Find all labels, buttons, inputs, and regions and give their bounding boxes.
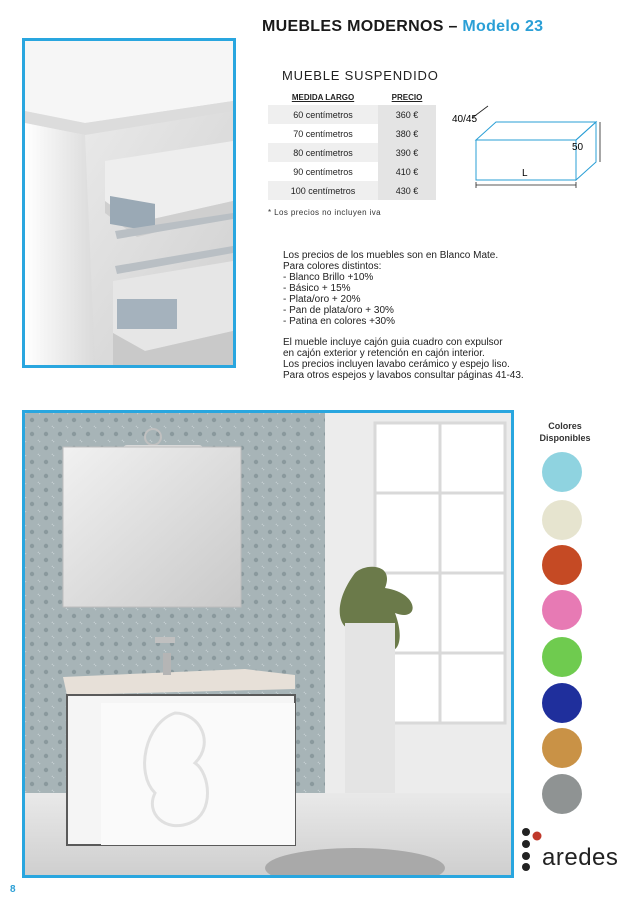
color-swatch-green <box>542 637 582 677</box>
table-row <box>268 124 436 143</box>
color-swatch-gray <box>542 774 582 814</box>
price-cell: 360 € <box>378 105 436 124</box>
color-swatch-pink <box>542 590 582 630</box>
table-row <box>268 143 436 162</box>
title-model: Modelo 23 <box>462 18 544 35</box>
price-cell: 380 € <box>378 124 436 143</box>
info-line: - Pan de plata/oro + 30% <box>283 305 394 316</box>
page-number: 8 <box>10 884 16 895</box>
header-price: PRECIO <box>378 90 436 105</box>
drawer-illustration <box>25 41 233 365</box>
table-row <box>268 162 436 181</box>
info-line: - Básico + 15% <box>283 283 351 294</box>
color-swatch-light-blue <box>542 452 582 492</box>
bathroom-illustration <box>25 413 511 875</box>
price-cell: 410 € <box>378 162 436 181</box>
info-line: - Blanco Brillo +10% <box>283 272 374 283</box>
dimension-diagram <box>448 100 608 190</box>
info-line: en cajón exterior y retención en cajón interior. <box>283 348 485 359</box>
size-cell: 90 centímetros <box>268 162 378 181</box>
title-main: MUEBLES MODERNOS <box>262 18 444 35</box>
colors-title-line: Colores <box>548 421 582 431</box>
info-line: Para colores distintos: <box>283 261 382 272</box>
colors-title <box>524 420 606 444</box>
table-row <box>268 181 436 200</box>
drawer-photo <box>22 38 236 368</box>
color-swatch-orange <box>542 545 582 585</box>
color-swatch-blue <box>542 683 582 723</box>
size-cell: 100 centímetros <box>268 181 378 200</box>
price-cell: 390 € <box>378 143 436 162</box>
tax-note: * Los precios no incluyen iva <box>268 208 381 217</box>
size-cell: 80 centímetros <box>268 143 378 162</box>
size-cell: 70 centímetros <box>268 124 378 143</box>
page-title <box>262 18 543 36</box>
mirror <box>63 447 241 607</box>
length-label: L <box>522 168 528 179</box>
title-dash: – <box>448 18 458 35</box>
info-line: - Plata/oro + 20% <box>283 294 361 305</box>
section-title: MUEBLE SUSPENDIDO <box>282 68 439 83</box>
info-line: Los precios incluyen lavabo cerámico y espejo liso. <box>283 359 510 370</box>
price-table-header <box>268 90 436 105</box>
info-line: Los precios de los muebles son en Blanco Mate. <box>283 250 499 261</box>
height-label: 50 <box>572 142 584 153</box>
brand-name: aredes <box>542 844 619 871</box>
info-line: - Patina en colores +30% <box>283 316 396 327</box>
info-line: El mueble incluye cajón guia cuadro con expulsor <box>283 337 503 348</box>
depth-label: 40/45 <box>452 114 478 125</box>
brand-logo <box>520 826 619 872</box>
info-text <box>283 250 583 381</box>
table-row <box>268 105 436 124</box>
color-swatch-cream <box>542 500 582 540</box>
price-table <box>268 90 436 200</box>
header-size: MEDIDA LARGO <box>268 90 378 105</box>
color-swatch-gold <box>542 728 582 768</box>
colors-title-line: Disponibles <box>539 433 591 443</box>
size-cell: 60 centímetros <box>268 105 378 124</box>
bathroom-photo <box>22 410 514 878</box>
info-line: Para otros espejos y lavabos consultar páginas 41-43. <box>283 370 524 381</box>
price-cell: 430 € <box>378 181 436 200</box>
box-top-face <box>476 122 596 140</box>
